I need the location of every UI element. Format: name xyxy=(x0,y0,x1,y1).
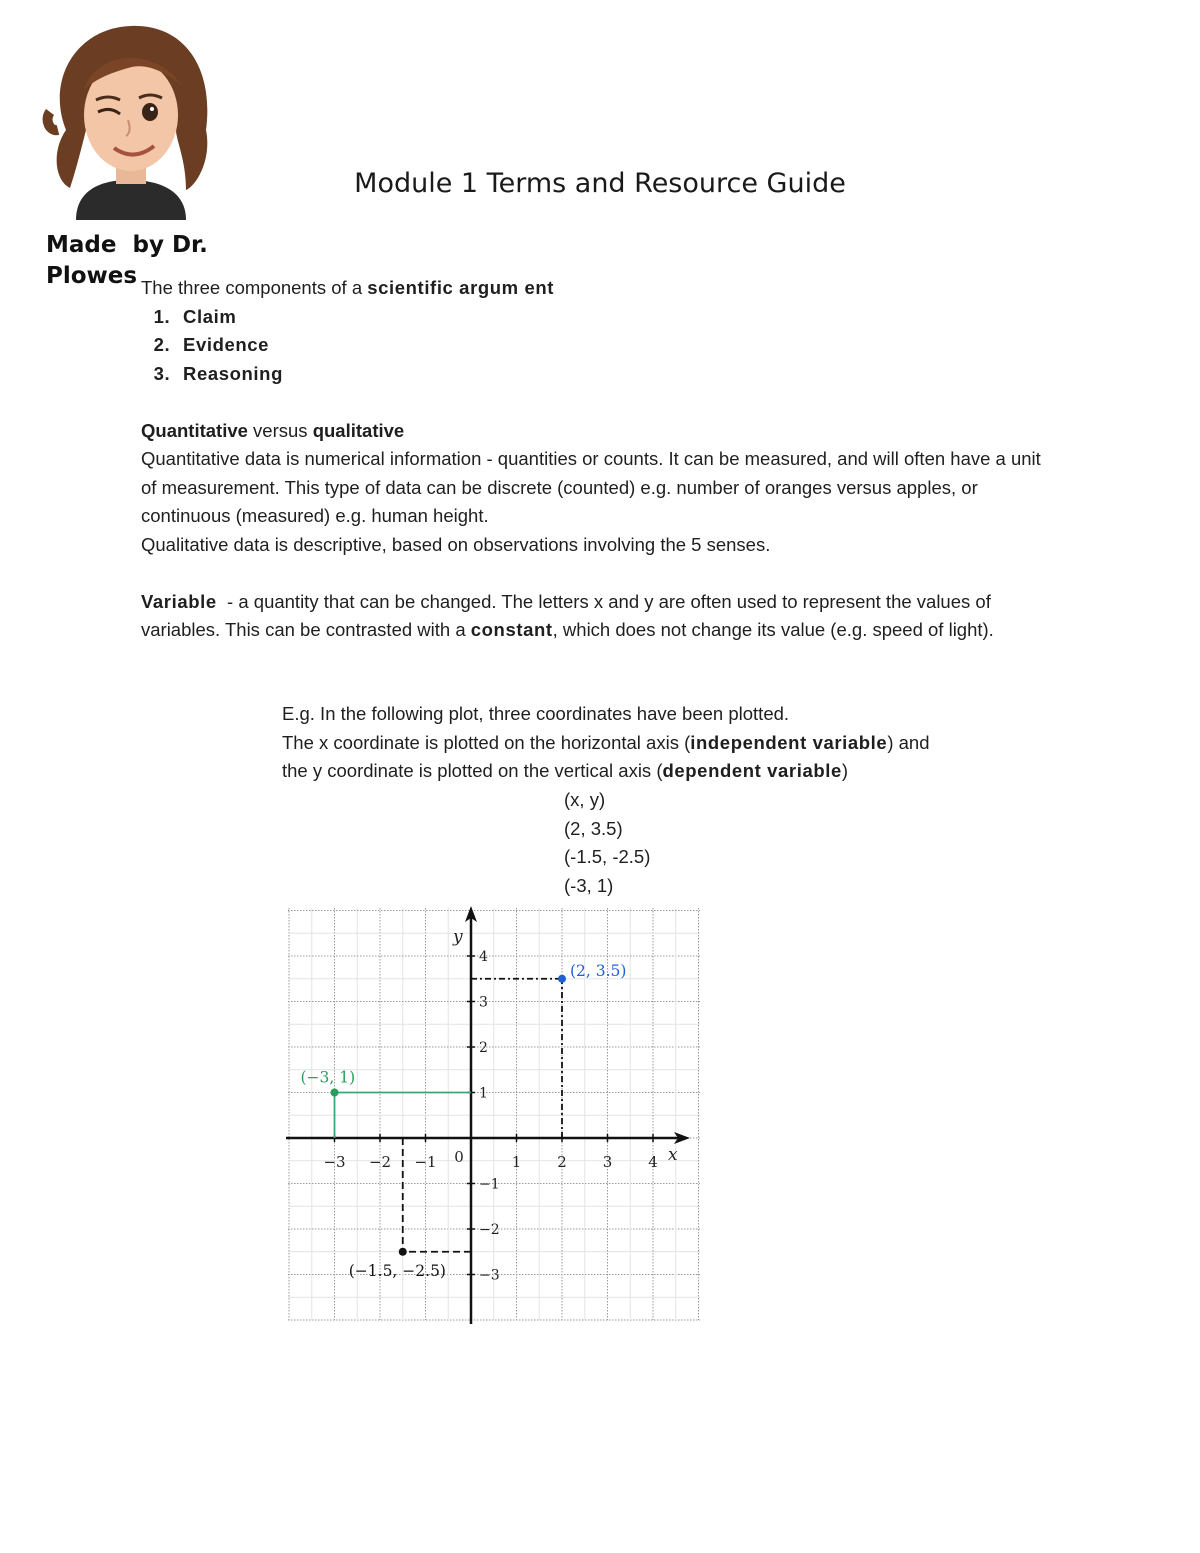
list-item: 2. Evidence xyxy=(176,331,1061,360)
data-point xyxy=(331,1089,339,1097)
data-point xyxy=(558,975,566,983)
data-point-label: (−3, 1) xyxy=(300,1068,356,1087)
origin-label: 0 xyxy=(454,1148,464,1166)
author-line-2: Plowes xyxy=(46,263,138,289)
x-tick-label: 2 xyxy=(557,1153,567,1171)
example-line-1: E.g. In the following plot, three coordinates have been plotted. xyxy=(282,703,790,724)
x-axis-label: x xyxy=(668,1145,678,1165)
data-point-label: (2, 3.5) xyxy=(570,961,627,980)
y-tick-label: −2 xyxy=(479,1222,500,1238)
quant-paragraph: Quantitative data is numerical information - quantities or counts. It can be measured, and will often have a unit of measurement. This type of data can be discrete (counted) e.g. number of oranges versus apples, or continuous (measured) e.g. human height. xyxy=(141,448,1041,526)
x-tick-label: −1 xyxy=(414,1153,437,1171)
variable-definition: Variable - a quantity that can be changed. The letters x and y are often used to represent the values of variables. This can be contrasted with a constant, which does not change its value (e.g. speed of light). xyxy=(141,590,996,640)
example-line-3: the y coordinate is plotted on the vertical axis (dependent variable) xyxy=(282,760,849,781)
data-point-label: (−1.5, −2.5) xyxy=(348,1261,446,1280)
example-line-2: The x coordinate is plotted on the horizontal axis (independent variable) and xyxy=(282,731,930,753)
x-tick-label: 4 xyxy=(648,1153,658,1171)
coordinate-list xyxy=(564,786,650,900)
argument-term: scientific argum ent xyxy=(367,277,555,298)
y-tick-label: 2 xyxy=(479,1040,488,1056)
argument-list xyxy=(141,303,1061,389)
quant-heading: Quantitative versus qualitative xyxy=(141,419,405,441)
plot-explanation xyxy=(282,700,1062,786)
coordinate-plot xyxy=(282,902,707,1332)
x-tick-label: −2 xyxy=(368,1153,392,1171)
argument-intro: The three components of a scientific argum ent xyxy=(141,277,555,298)
x-tick-label: 3 xyxy=(602,1153,613,1171)
qual-paragraph: Qualitative data is descriptive, based on observations involving the 5 senses. xyxy=(141,533,771,555)
y-tick-label: 1 xyxy=(479,1085,488,1102)
y-tick-label: 4 xyxy=(479,949,488,965)
coordinate-item: (-1.5, -2.5) xyxy=(564,846,651,867)
x-tick-label: −3 xyxy=(323,1153,346,1171)
main-content xyxy=(141,274,1061,645)
coordinate-plot-svg xyxy=(282,902,707,1327)
coordinate-item: (2, 3.5) xyxy=(564,817,623,839)
y-tick-label: −1 xyxy=(479,1176,500,1193)
coordinate-header: (x, y) xyxy=(564,789,606,810)
page-title: Module 1 Terms and Resource Guide xyxy=(354,168,846,199)
x-tick-label: 1 xyxy=(511,1153,522,1171)
list-item: 3. Reasoning xyxy=(176,360,1061,389)
list-item: 1. Claim xyxy=(176,303,1061,332)
y-tick-label: −3 xyxy=(479,1267,500,1284)
coordinate-item: (-3, 1) xyxy=(564,874,614,896)
y-tick-label: 3 xyxy=(479,994,488,1011)
author-line-1: Made by Dr. xyxy=(46,232,208,258)
y-axis-label: y xyxy=(453,927,463,947)
data-point xyxy=(399,1248,407,1256)
